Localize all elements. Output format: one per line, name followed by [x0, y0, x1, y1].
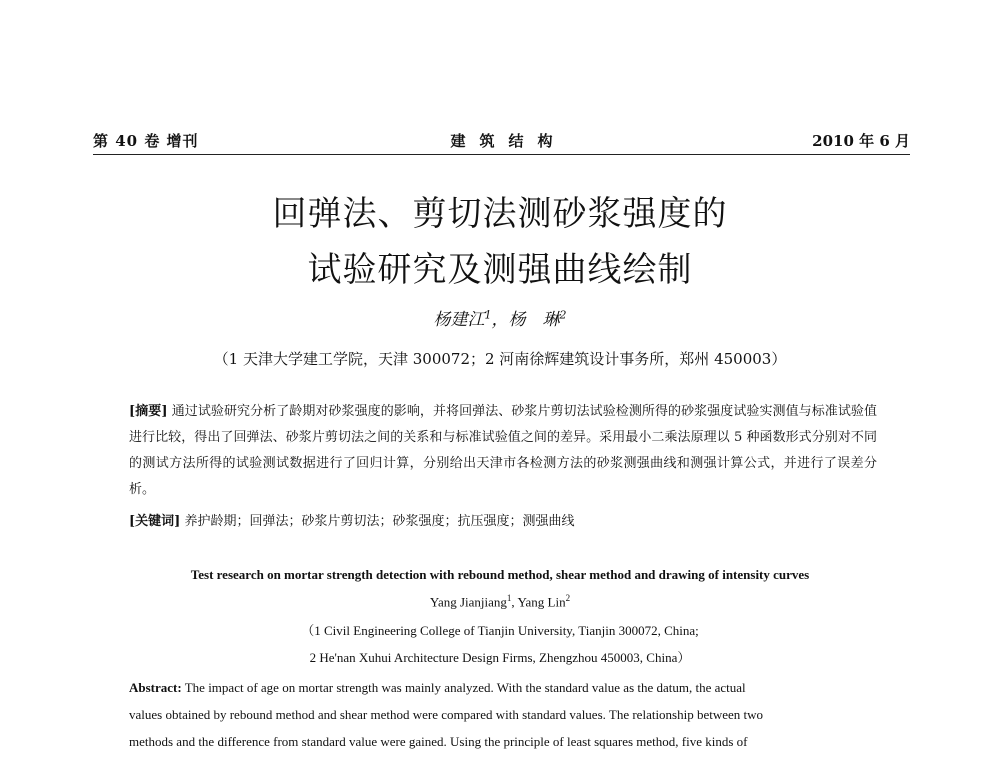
keywords-label: [关键词] — [129, 514, 181, 529]
affiliation-chinese: （1 天津大学建工学院，天津 300072；2 河南徐辉建筑设计事务所，郑州 450003） — [213, 350, 787, 368]
en-author-2-affil-mark: 2 — [565, 593, 571, 603]
running-header — [93, 130, 910, 156]
english-affiliation-line-1: （1 Civil Engineering College of Tianjin University, Tianjin 300072, China; — [301, 623, 699, 638]
english-affiliation-line-2: 2 He'nan Xuhui Architecture Design Firms, Zhengzhou 450003, China） — [309, 650, 691, 665]
issue-date: 2010 年 6 月 — [812, 132, 910, 150]
author-1-name: 杨建江 — [433, 310, 485, 330]
author-2-affil-mark: 2 — [559, 308, 567, 322]
abstract-english — [129, 674, 877, 755]
en-author-1-name: Yang Jianjiang — [429, 594, 507, 610]
en-abstract-line-1-text: The impact of age on mortar strength was mainly analyzed. With the standard value as the datum, the actual — [184, 680, 746, 695]
en-author-separator: , — [511, 594, 518, 610]
journal-name: 建筑结构 — [450, 132, 567, 150]
abstract-text: 通过试验研究分析了龄期对砂浆强度的影响，并将回弹法、砂浆片剪切法试验检测所得的砂浆强度试验实测值与标准试验值进行比较，得出了回弹法、砂浆片剪切法之间的关系和与标准试验值之间的差异。采用最小二乘法原理以 5 种函数形式分别对不同的测试方法所得的试验测试数据进行了回归计算，分别给出天津市各检测方法的砂浆测强曲线和测强计算公式，并进行了误差分析。 — [129, 404, 877, 497]
en-abstract-label: Abstract: — [129, 680, 182, 695]
header-divider — [93, 154, 910, 155]
en-abstract-line-3: methods and the difference from standard value were gained. Using the principle of least squares method, five kinds of — [129, 734, 748, 749]
abstract-label: [摘要] — [129, 404, 168, 419]
keywords-text: 养护龄期；回弹法；砂浆片剪切法；砂浆强度；抗压强度；测强曲线 — [184, 514, 575, 529]
author-2-name: 杨 琳 — [508, 310, 560, 330]
keywords-chinese — [129, 510, 574, 529]
en-abstract-line-2: values obtained by rebound method and shear method were compared with standard values. The relationship between two — [129, 707, 764, 722]
authors-english — [0, 593, 1000, 610]
english-title: Test research on mortar strength detection with rebound method, shear method and drawing of intensity curves — [190, 567, 810, 582]
paper-title-line-1: 回弹法、剪切法测砂浆强度的 — [272, 194, 728, 234]
author-1-affil-mark: 1 — [484, 308, 492, 322]
authors-chinese — [0, 305, 1000, 330]
en-abstract-line-1 — [129, 674, 877, 701]
author-separator: ， — [491, 310, 509, 330]
volume-info: 第 40 卷 增刊 — [93, 132, 199, 150]
en-author-1-affil-mark: 1 — [506, 593, 512, 603]
abstract-chinese — [129, 399, 877, 503]
en-author-2-name: Yang Lin — [517, 594, 566, 610]
paper-title-line-2: 试验研究及测强曲线绘制 — [307, 250, 693, 290]
